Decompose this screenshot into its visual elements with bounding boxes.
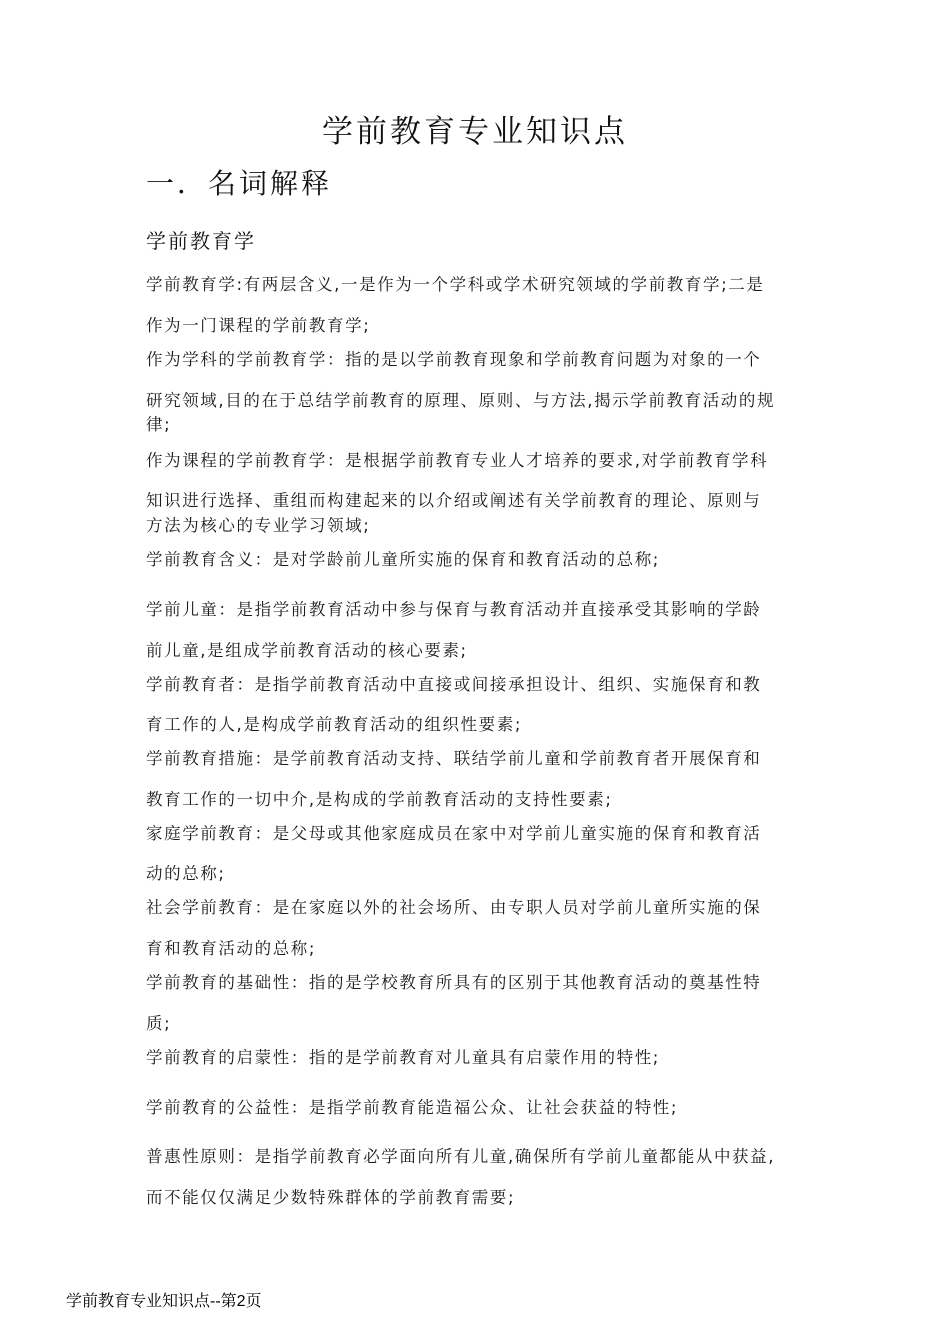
text-line: 家庭学前教育：是父母或其他家庭成员在家中对学前儿童实施的保育和教育活 [146, 824, 762, 843]
text-line: 律; [146, 415, 172, 434]
text-line: 而不能仅仅满足少数特殊群体的学前教育需要; [146, 1188, 516, 1207]
text-line: 育和教育活动的总称; [146, 939, 317, 958]
text-line: 学前教育者：是指学前教育活动中直接或间接承担设计、组织、实施保育和教 [146, 675, 762, 694]
text-line: 学前教育的启蒙性：指的是学前教育对儿童具有启蒙作用的特性; [146, 1048, 660, 1067]
text-line: 普惠性原则：是指学前教育必学面向所有儿童,确保所有学前儿童都能从中获益, [146, 1147, 776, 1166]
text-line: 知识进行选择、重组而构建起来的以介绍或阐述有关学前教育的理论、原则与 [146, 491, 762, 510]
text-line: 学前教育的基础性：指的是学校教育所具有的区别于其他教育活动的奠基性特 [146, 973, 762, 992]
page-title: 学前教育专业知识点 [322, 114, 628, 150]
text-line: 方法为核心的专业学习领域; [146, 516, 371, 535]
text-line: 作为学科的学前教育学：指的是以学前教育现象和学前教育问题为对象的一个 [146, 350, 762, 369]
text-line: 作为课程的学前教育学：是根据学前教育专业人才培养的要求,对学前教育学科 [146, 451, 769, 470]
text-line: 作为一门课程的学前教育学; [146, 316, 371, 335]
text-line: 学前教育措施：是学前教育活动支持、联结学前儿童和学前教育者开展保育和 [146, 749, 762, 768]
text-line: 动的总称; [146, 864, 226, 883]
text-line: 学前教育的公益性：是指学前教育能造福公众、让社会获益的特性; [146, 1098, 679, 1117]
subheading: 学前教育学 [146, 229, 256, 253]
text-line: 研究领域,目的在于总结学前教育的原理、原则、与方法,揭示学前教育活动的规 [146, 391, 776, 410]
text-line: 质; [146, 1014, 172, 1033]
text-line: 育工作的人,是构成学前教育活动的组织性要素; [146, 715, 523, 734]
section-heading: 一．名词解释 [146, 167, 333, 200]
text-line: 前儿童,是组成学前教育活动的核心要素; [146, 641, 468, 660]
page-footer: 学前教育专业知识点--第2页 [66, 1293, 262, 1310]
text-line: 学前教育学:有两层含义,一是作为一个学科或学术研究领域的学前教育学;二是 [146, 275, 765, 294]
text-line: 学前儿童：是指学前教育活动中参与保育与教育活动并直接承受其影响的学龄 [146, 600, 762, 619]
text-line: 社会学前教育：是在家庭以外的社会场所、由专职人员对学前儿童所实施的保 [146, 898, 762, 917]
text-line: 教育工作的一切中介,是构成的学前教育活动的支持性要素; [146, 790, 613, 809]
text-line: 学前教育含义：是对学龄前儿童所实施的保育和教育活动的总称; [146, 550, 660, 569]
